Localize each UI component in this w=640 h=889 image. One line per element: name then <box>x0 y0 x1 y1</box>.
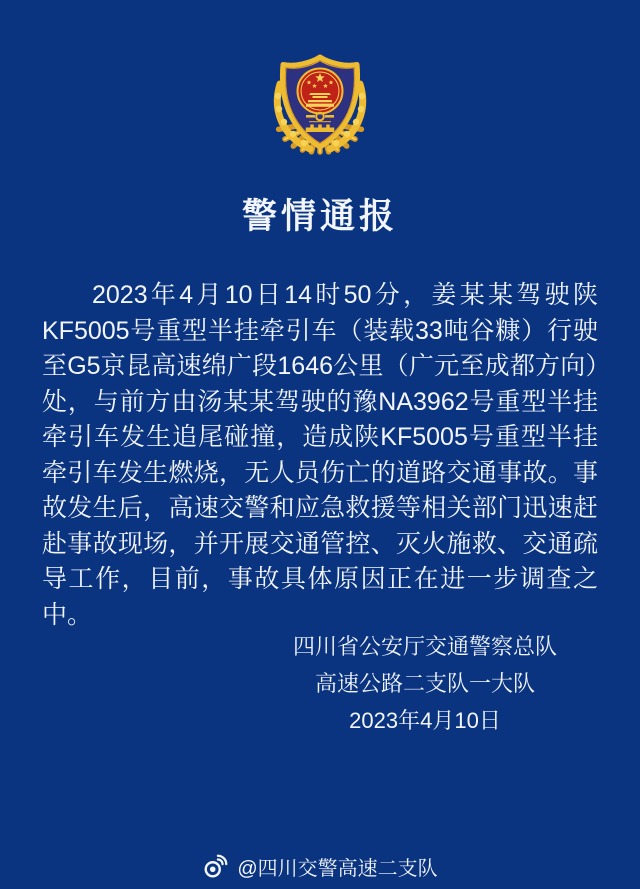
signature-unit: 四川省公安厅交通警察总队 <box>292 634 557 659</box>
watermark-row <box>0 848 640 884</box>
signature-date: 2023年4月10日 <box>349 708 501 733</box>
watermark-text: @四川交警高速二支队 <box>237 857 438 880</box>
notice-body: 2023年4月10日14时50分，姜某某驾驶陕KF5005号重型半挂牵引车（装载33吨谷糠）行驶至G5京昆高速绵广段1646公里（广元至成都方向）处，与前方由汤某某驾驶的豫NA3962号重型半挂牵引车发生追尾碰撞，造成陕KF5005号重型半挂牵引车发生燃烧，无人员伤亡的道路交通事故。事故发生后，高速交警和应急救援等相关部门迅速赶赴事故现场，并开展交通管控、灭火施救、交通疏导工作，目前，事故具体原因正在进一步调查之中。 <box>42 281 598 629</box>
weibo-icon <box>202 852 230 880</box>
signature-block <box>250 628 600 739</box>
signature-subunit: 高速公路二支队一大队 <box>314 671 535 696</box>
notice-title: 警情通报 <box>241 197 398 236</box>
police-badge-emblem <box>266 54 374 160</box>
